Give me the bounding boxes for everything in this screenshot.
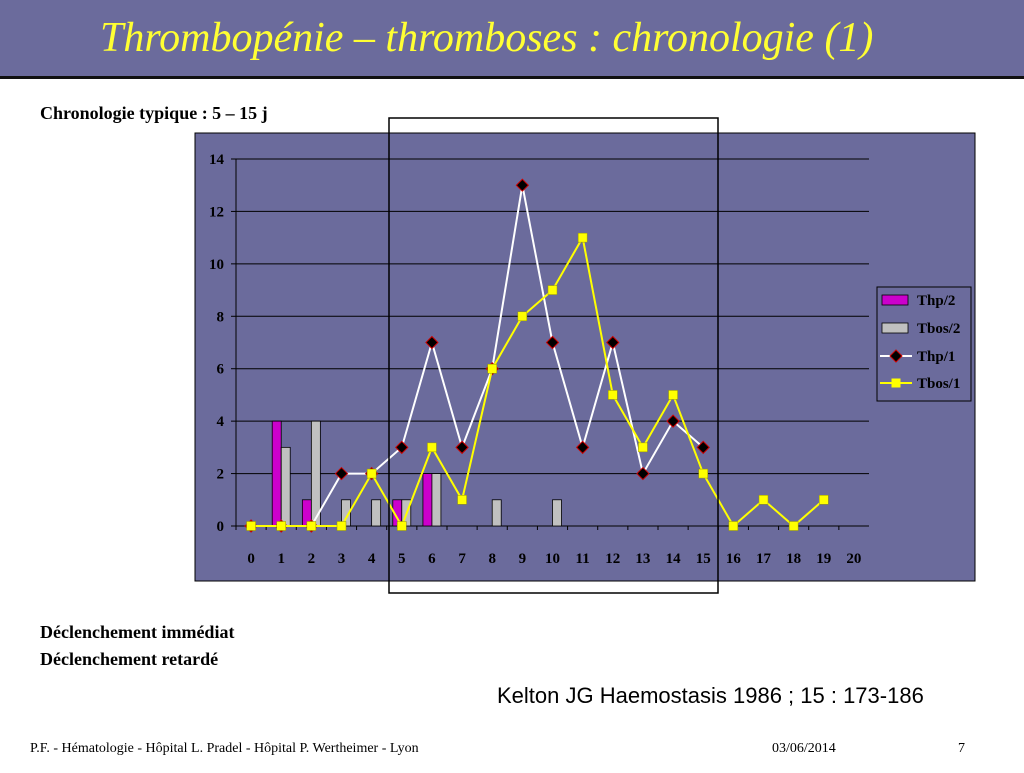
point-tbos-1 (699, 469, 708, 478)
point-tbos-1 (789, 522, 798, 531)
footer-page-number: 7 (958, 741, 965, 756)
chart-subtitle: Chronologie typique : 5 – 15 j (40, 103, 268, 123)
y-tick-label: 8 (216, 309, 224, 326)
point-tbos-1 (367, 469, 376, 478)
bar-thp-2 (423, 474, 432, 526)
x-tick-label: 6 (428, 551, 436, 567)
point-tbos-1 (608, 390, 617, 399)
x-tick-label: 15 (695, 551, 711, 567)
y-tick-label: 4 (216, 414, 224, 431)
x-tick-label: 0 (247, 551, 255, 567)
x-tick-label: 17 (756, 551, 771, 567)
point-tbos-1 (729, 522, 738, 531)
x-tick-label: 1 (277, 551, 285, 567)
legend-label: Tbos/2 (917, 321, 961, 337)
legend-marker (892, 379, 901, 388)
y-tick-label: 10 (209, 256, 224, 273)
point-tbos-1 (819, 495, 828, 504)
x-tick-label: 14 (665, 551, 681, 567)
y-tick-label: 2 (216, 466, 224, 483)
point-tbos-1 (638, 443, 647, 452)
x-tick-label: 5 (398, 551, 406, 567)
x-tick-label: 16 (725, 551, 741, 567)
x-tick-label: 3 (337, 551, 346, 567)
legend-label: Tbos/1 (917, 376, 961, 392)
point-tbos-1 (518, 312, 527, 321)
point-tbos-1 (488, 364, 497, 373)
y-tick-label: 0 (216, 519, 224, 535)
point-tbos-1 (548, 286, 557, 295)
x-tick-label: 18 (786, 551, 802, 567)
reference-text: Kelton JG Haemostasis 1986 ; 15 : 173-186 (497, 683, 924, 708)
slide-title: Thrombopénie – thromboses : chronologie (1) (100, 15, 874, 61)
legend-label: Thp/2 (917, 293, 956, 309)
footer-date: 03/06/2014 (772, 741, 836, 756)
x-tick-label: 19 (816, 551, 832, 567)
point-tbos-1 (397, 522, 406, 531)
legend-swatch (882, 323, 908, 333)
legend-swatch (882, 295, 908, 305)
bar-tbos-2 (553, 500, 562, 526)
point-tbos-1 (277, 522, 286, 531)
y-tick-label: 6 (216, 361, 224, 378)
bar-tbos-2 (432, 474, 441, 526)
note-delayed: Déclenchement retardé (40, 649, 219, 669)
legend-label: Thp/1 (917, 349, 956, 365)
point-tbos-1 (578, 233, 587, 242)
y-tick-label: 12 (209, 204, 224, 221)
bar-thp-2 (272, 421, 281, 526)
bar-tbos-2 (311, 421, 320, 526)
point-tbos-1 (307, 522, 316, 531)
point-tbos-1 (427, 443, 436, 452)
bar-tbos-2 (281, 447, 290, 526)
x-tick-label: 20 (846, 551, 862, 567)
bar-tbos-2 (492, 500, 501, 526)
x-tick-label: 9 (518, 551, 527, 567)
point-tbos-1 (759, 495, 768, 504)
x-tick-label: 11 (575, 551, 590, 567)
bar-tbos-2 (372, 500, 381, 526)
x-tick-label: 8 (488, 551, 496, 567)
point-tbos-1 (669, 390, 678, 399)
point-tbos-1 (247, 522, 256, 531)
y-tick-label: 14 (209, 152, 224, 168)
footer-institution: P.F. - Hématologie - Hôpital L. Pradel - Hôpital P. Wertheimer - Lyon (30, 741, 419, 756)
x-tick-label: 10 (545, 551, 560, 567)
x-tick-label: 12 (605, 551, 621, 567)
x-tick-label: 4 (367, 551, 376, 567)
x-tick-label: 7 (458, 551, 466, 567)
point-tbos-1 (458, 495, 467, 504)
x-tick-label: 13 (635, 551, 651, 567)
point-tbos-1 (337, 522, 346, 531)
note-immediate: Déclenchement immédiat (40, 622, 235, 642)
x-tick-label: 2 (307, 551, 316, 567)
